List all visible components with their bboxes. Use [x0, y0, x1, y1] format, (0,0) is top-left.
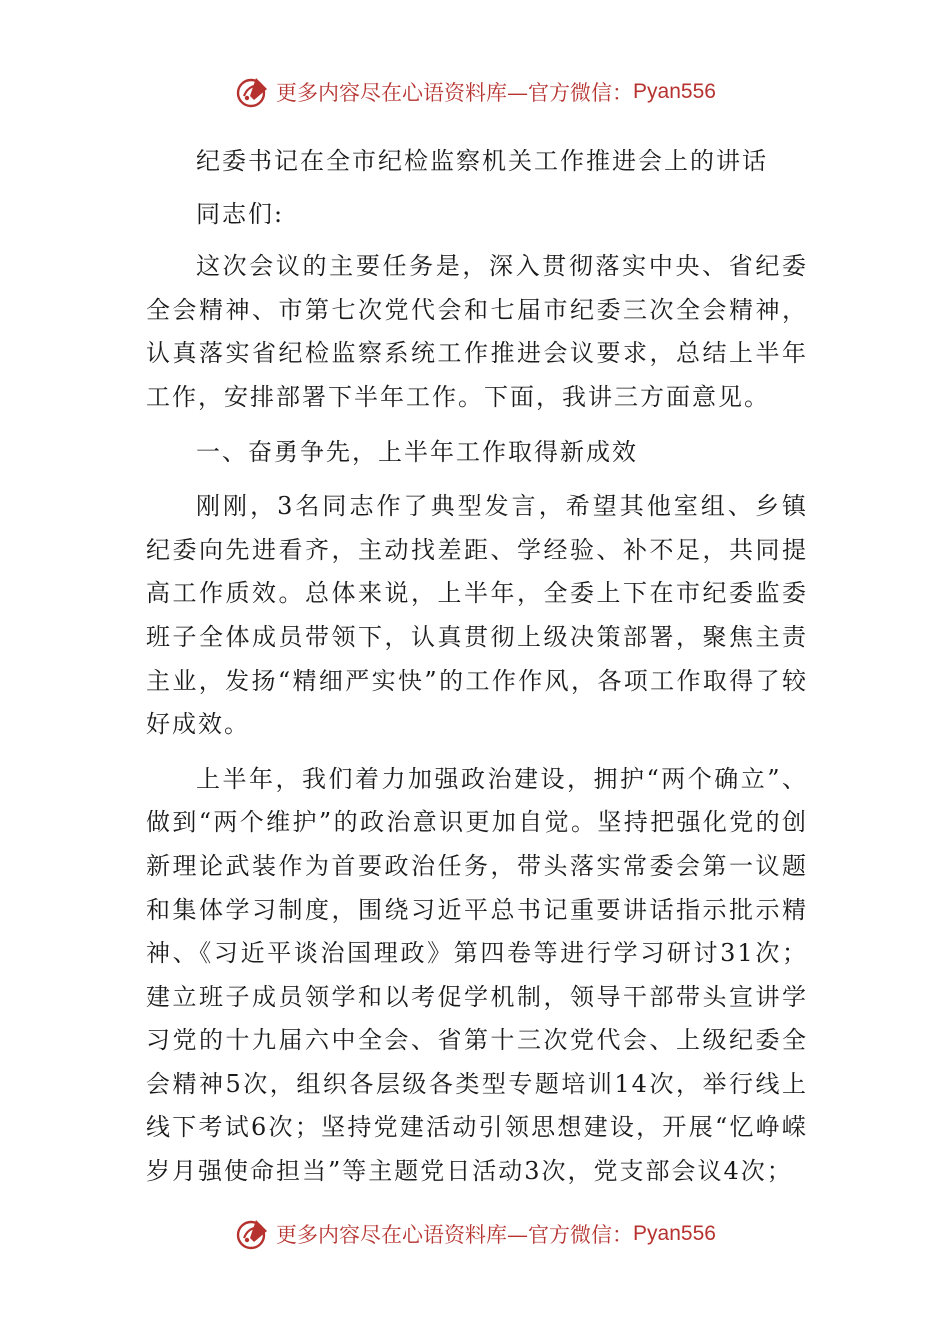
footer-watermark-banner: [0, 1212, 950, 1256]
salutation: 同志们:: [196, 199, 285, 228]
banner-text: 更多内容尽在心语资料库—官方微信：: [276, 1223, 634, 1247]
header-watermark-banner: [0, 70, 950, 114]
banner-text: 更多内容尽在心语资料库—官方微信：: [276, 81, 634, 105]
brand-logo-icon: [234, 1216, 270, 1252]
document-title: 纪委书记在全市纪检监察机关工作推进会上的讲话: [196, 147, 768, 175]
brand-logo-icon: [234, 74, 270, 110]
section-heading-1: 一、奋勇争先，上半年工作取得新成效: [196, 437, 638, 466]
document-body: [146, 140, 808, 1194]
banner-wechat-id: Pyan556: [633, 80, 716, 103]
paragraph-political-building: 上半年，我们着力加强政治建设，拥护“两个确立”、做到“两个维护”的政治意识更加自觉。坚持把强化党的创新理论武装作为首要政治任务，带头落实常委会第一议题和集体学习制度，围绕习近平总书记重要讲话指示批示精神、《习近平谈治国理政》第四卷等进行学习研讨31次；建立班子成员领学和以考促学机制，领导干部带头宣讲学习党的十九届六中全会、省第十三次党代会、上级纪委全会精神5次，组织各层级各类型专题培训14次，举行线上线下考试6次；坚持党建活动引领思想建设，开展“忆峥嵘岁月强使命担当”等主题党日活动3次，党支部会议4次；: [146, 764, 808, 1186]
paragraph-intro: 这次会议的主要任务是，深入贯彻落实中央、省纪委全会精神、市第七次党代会和七届市纪委三次全会精神，认真落实省纪检监察系统工作推进会议要求，总结上半年工作，安排部署下半年工作。下面，我讲三方面意见。: [146, 252, 808, 411]
paragraph-summary: 刚刚，3名同志作了典型发言，希望其他室组、乡镇纪委向先进看齐，主动找差距、学经验、补不足，共同提高工作质效。总体来说，上半年，全委上下在市纪委监委班子全体成员带领下，认真贯彻上级决策部署，聚焦主责主业，发扬“精细严实快”的工作作风，各项工作取得了较好成效。: [146, 492, 808, 739]
banner-wechat-id: Pyan556: [633, 1222, 716, 1245]
